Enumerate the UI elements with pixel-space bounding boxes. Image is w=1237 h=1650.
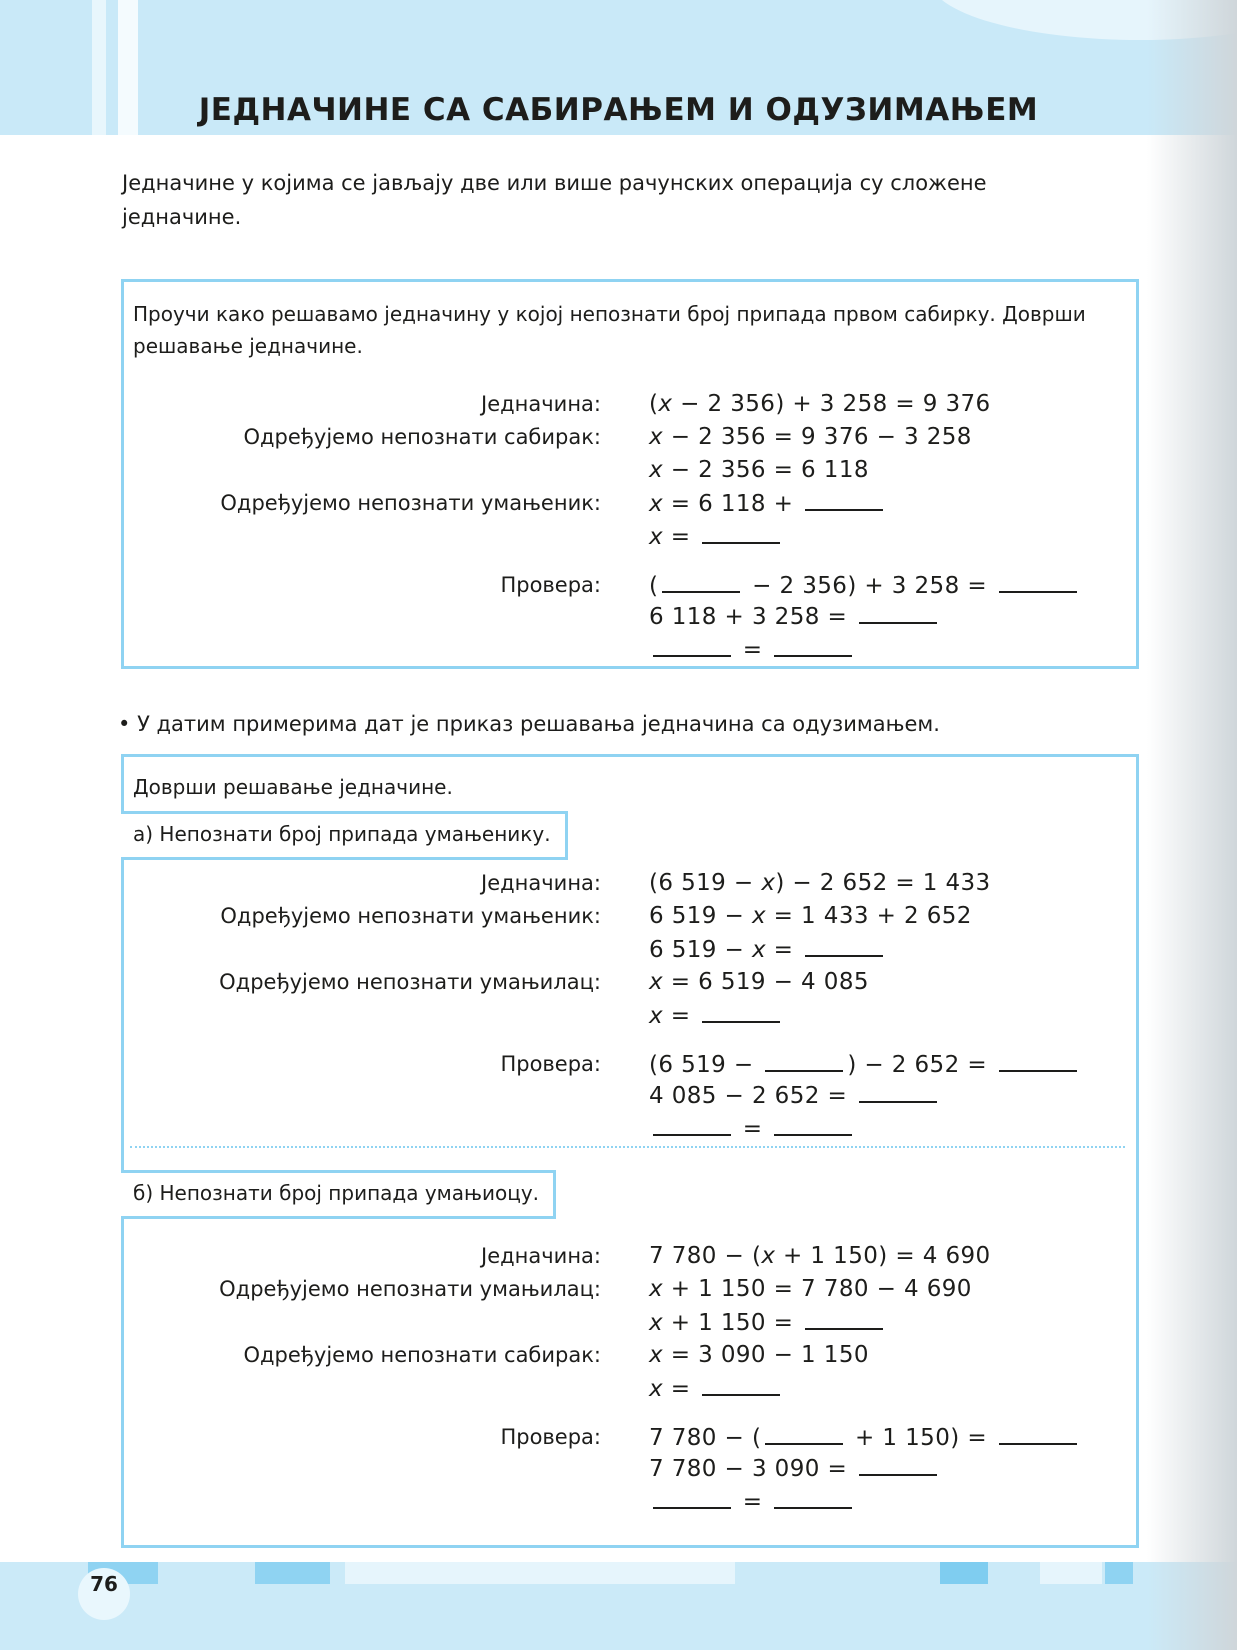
- footer-stripe: [255, 1562, 330, 1584]
- equation-row: [0, 1452, 1237, 1484]
- answer-blank[interactable]: [999, 1048, 1077, 1072]
- step-label: Одређујемо непознати умањеник:: [220, 904, 601, 928]
- equation-row: [0, 1485, 1237, 1517]
- equation: 6 519 − x = 1 433 + 2 652: [649, 903, 972, 929]
- step-label: Једначина:: [481, 1244, 601, 1268]
- equation-row: [0, 1421, 1237, 1453]
- equation-row: [0, 867, 1237, 899]
- answer-blank[interactable]: [805, 1306, 883, 1330]
- answer-blank[interactable]: [999, 1421, 1077, 1445]
- answer-blank[interactable]: [999, 569, 1077, 593]
- step-label: Провера:: [500, 1425, 601, 1449]
- footer-stripe: [1040, 1562, 1102, 1584]
- equation-row: [0, 454, 1237, 486]
- equation: x − 2 356 = 9 376 − 3 258: [649, 424, 972, 450]
- equation-row: [0, 1273, 1237, 1305]
- part-a-tag: а) Непознати број припада умањенику.: [121, 811, 568, 860]
- answer-blank[interactable]: [653, 633, 731, 657]
- equation: (x − 2 356) + 3 258 = 9 376: [649, 391, 991, 417]
- footer-stripe: [1105, 1562, 1133, 1584]
- equation: ( − 2 356) + 3 258 =: [649, 569, 1081, 602]
- equation: 7 780 − (x + 1 150) = 4 690: [649, 1243, 991, 1269]
- answer-blank[interactable]: [653, 1112, 731, 1136]
- equation-row: [0, 999, 1237, 1031]
- answer-blank[interactable]: [702, 1372, 780, 1396]
- answer-blank[interactable]: [859, 1452, 937, 1476]
- page-number: 76: [78, 1568, 130, 1620]
- equation-row: [0, 900, 1237, 932]
- equation-row: [0, 421, 1237, 453]
- equation-row: [0, 520, 1237, 552]
- equation-row: [0, 1240, 1237, 1272]
- bullet-label: У датим примерима дат је приказ решавања једначина са одузимањем.: [137, 712, 940, 736]
- equation: x + 1 150 =: [649, 1306, 887, 1339]
- answer-blank[interactable]: [702, 999, 780, 1023]
- step-label: Одређујемо непознати умањеник:: [220, 491, 601, 515]
- equation: x =: [649, 1372, 784, 1405]
- step-label: Одређујемо непознати умањилац:: [219, 970, 601, 994]
- equation-row: [0, 933, 1237, 965]
- equation-row: [0, 487, 1237, 519]
- part-b-tag: б) Непознати број припада умањиоцу.: [121, 1170, 556, 1219]
- step-label: Одређујемо непознати сабирак:: [243, 425, 601, 449]
- equation: =: [649, 1485, 856, 1518]
- footer-stripe: [940, 1562, 988, 1584]
- equation: x =: [649, 520, 784, 553]
- step-label: Једначина:: [481, 392, 601, 416]
- equation: x = 6 519 − 4 085: [649, 969, 869, 995]
- answer-blank[interactable]: [765, 1421, 843, 1445]
- equation-row: [0, 1112, 1237, 1144]
- equation-row: [0, 633, 1237, 665]
- equation: (6 519 − x) − 2 652 = 1 433: [649, 870, 991, 896]
- answer-blank[interactable]: [653, 1485, 731, 1509]
- answer-blank[interactable]: [774, 633, 852, 657]
- answer-blank[interactable]: [805, 933, 883, 957]
- equation: x − 2 356 = 6 118: [649, 457, 869, 483]
- equation-row: [0, 569, 1237, 601]
- step-label: Једначина:: [481, 871, 601, 895]
- equation: x =: [649, 999, 784, 1032]
- equation: (6 519 − ) − 2 652 =: [649, 1048, 1081, 1081]
- step-label: Одређујемо непознати сабирак:: [243, 1343, 601, 1367]
- equation: x + 1 150 = 7 780 − 4 690: [649, 1276, 972, 1302]
- equation-row: [0, 1079, 1237, 1111]
- equation: 6 519 − x =: [649, 933, 887, 966]
- equation-row: [0, 966, 1237, 998]
- box2-instruction: Доврши решавање једначине.: [133, 775, 453, 799]
- equation-row: [0, 600, 1237, 632]
- step-label: Провера:: [500, 573, 601, 597]
- equation-row: [0, 1306, 1237, 1338]
- equation: =: [649, 633, 856, 666]
- bullet-text: • У датим примерима дат је приказ решавања једначина са одузимањем.: [118, 712, 940, 736]
- equation: 7 780 − 3 090 =: [649, 1452, 941, 1485]
- equation: 4 085 − 2 652 =: [649, 1079, 941, 1112]
- answer-blank[interactable]: [765, 1048, 843, 1072]
- equation: 7 780 − ( + 1 150) =: [649, 1421, 1081, 1454]
- page-title: ЈЕДНАЧИНЕ СА САБИРАЊЕМ И ОДУЗИМАЊЕМ: [198, 92, 1039, 128]
- answer-blank[interactable]: [662, 569, 740, 593]
- answer-blank[interactable]: [774, 1485, 852, 1509]
- answer-blank[interactable]: [859, 600, 937, 624]
- footer-stripe: [345, 1562, 735, 1584]
- answer-blank[interactable]: [702, 520, 780, 544]
- equation: x = 3 090 − 1 150: [649, 1342, 869, 1368]
- answer-blank[interactable]: [859, 1079, 937, 1103]
- answer-blank[interactable]: [774, 1112, 852, 1136]
- step-label: Провера:: [500, 1052, 601, 1076]
- dotted-divider: [130, 1146, 1125, 1148]
- equation-row: [0, 1048, 1237, 1080]
- page-edge-shadow: [1147, 0, 1237, 1650]
- equation: 6 118 + 3 258 =: [649, 600, 941, 633]
- equation-row: [0, 1339, 1237, 1371]
- intro-paragraph: Једначине у којима се јављају две или више рачунских операција су сложене једначине.: [122, 171, 987, 229]
- equation-row: [0, 388, 1237, 420]
- box1-instruction: Проучи како решавамо једначину у којој непознати број припада првом сабирку. Доврши решавање једначине.: [133, 302, 1086, 358]
- equation: x = 6 118 +: [649, 487, 887, 520]
- equation-row: [0, 1372, 1237, 1404]
- step-label: Одређујемо непознати умањилац:: [219, 1277, 601, 1301]
- answer-blank[interactable]: [805, 487, 883, 511]
- equation: =: [649, 1112, 856, 1145]
